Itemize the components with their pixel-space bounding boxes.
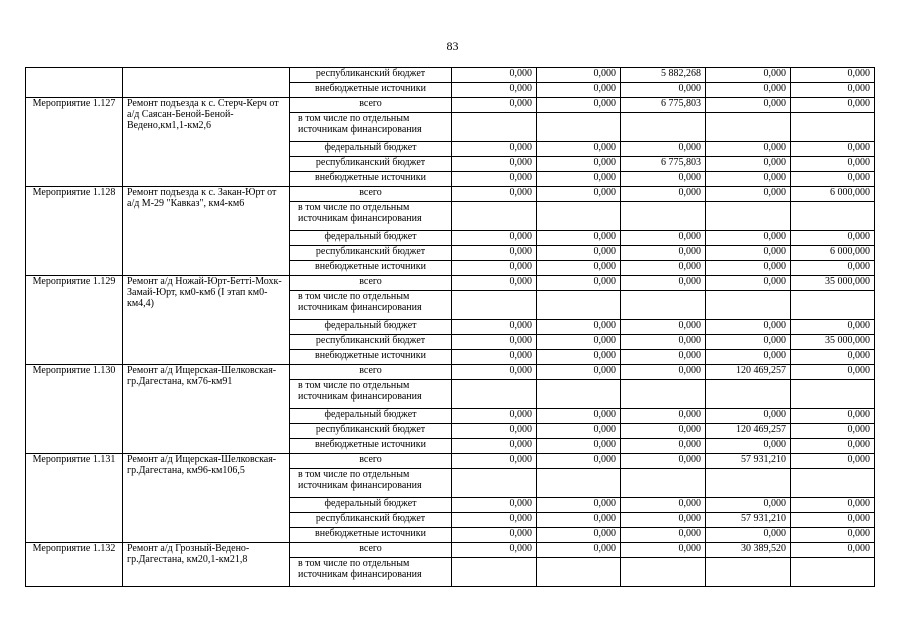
funding-source-cell: республиканский бюджет (290, 424, 452, 439)
amount-cell (706, 291, 791, 320)
measure-code-cell: Мероприятие 1.128 (26, 187, 123, 276)
funding-source-cell: в том числе по отдельным источникам финансирования (290, 380, 452, 409)
measure-code-cell: Мероприятие 1.131 (26, 454, 123, 543)
amount-cell: 0,000 (791, 231, 875, 246)
amount-cell: 0,000 (452, 157, 537, 172)
amount-cell: 0,000 (621, 424, 706, 439)
funding-source-cell: в том числе по отдельным источникам финансирования (290, 113, 452, 142)
amount-cell: 0,000 (621, 498, 706, 513)
amount-cell (537, 202, 621, 231)
amount-cell: 0,000 (706, 98, 791, 113)
amount-cell: 6 000,000 (791, 187, 875, 202)
funding-source-cell: в том числе по отдельным источникам финансирования (290, 469, 452, 498)
amount-cell: 0,000 (537, 513, 621, 528)
amount-cell: 0,000 (791, 513, 875, 528)
amount-cell: 0,000 (791, 424, 875, 439)
amount-cell: 0,000 (791, 261, 875, 276)
amount-cell: 0,000 (452, 409, 537, 424)
amount-cell: 0,000 (537, 231, 621, 246)
amount-cell: 0,000 (706, 142, 791, 157)
amount-cell: 0,000 (706, 157, 791, 172)
measure-code-cell: Мероприятие 1.127 (26, 98, 123, 187)
amount-cell (537, 558, 621, 587)
amount-cell: 0,000 (537, 409, 621, 424)
amount-cell: 0,000 (621, 513, 706, 528)
amount-cell: 0,000 (537, 187, 621, 202)
amount-cell: 0,000 (537, 543, 621, 558)
budget-table (25, 67, 875, 587)
amount-cell: 0,000 (621, 142, 706, 157)
amount-cell: 0,000 (452, 261, 537, 276)
measure-code-cell (26, 68, 123, 98)
measure-name-cell: Ремонт а/д Ножай-Юрт-Беттi-Мохк-Замай-Юрт, км0-км6 (I этап км0-км4,4) (123, 276, 290, 365)
amount-cell: 57 931,210 (706, 454, 791, 469)
amount-cell: 0,000 (706, 261, 791, 276)
funding-source-cell: федеральный бюджет (290, 498, 452, 513)
amount-cell (452, 291, 537, 320)
amount-cell: 0,000 (621, 350, 706, 365)
amount-cell: 0,000 (537, 83, 621, 98)
funding-source-cell: федеральный бюджет (290, 142, 452, 157)
amount-cell: 0,000 (791, 320, 875, 335)
amount-cell: 0,000 (791, 68, 875, 83)
amount-cell: 0,000 (621, 365, 706, 380)
amount-cell: 30 389,520 (706, 543, 791, 558)
amount-cell: 0,000 (706, 172, 791, 187)
amount-cell: 0,000 (452, 365, 537, 380)
amount-cell: 0,000 (621, 320, 706, 335)
amount-cell: 0,000 (537, 335, 621, 350)
amount-cell: 0,000 (537, 424, 621, 439)
amount-cell: 120 469,257 (706, 365, 791, 380)
amount-cell: 0,000 (791, 439, 875, 454)
amount-cell: 0,000 (791, 454, 875, 469)
amount-cell: 0,000 (706, 246, 791, 261)
amount-cell: 0,000 (452, 276, 537, 291)
amount-cell (621, 469, 706, 498)
measure-name-cell: Ремонт а/д Ищерская-Шелковская-гр.Дагестана, км96-км106,5 (123, 454, 290, 543)
amount-cell (537, 469, 621, 498)
amount-cell: 0,000 (621, 231, 706, 246)
funding-source-cell: республиканский бюджет (290, 157, 452, 172)
amount-cell: 0,000 (537, 498, 621, 513)
amount-cell: 0,000 (706, 498, 791, 513)
amount-cell: 0,000 (452, 98, 537, 113)
amount-cell: 0,000 (706, 528, 791, 543)
table-row (26, 187, 875, 202)
amount-cell: 0,000 (621, 83, 706, 98)
funding-source-cell: федеральный бюджет (290, 231, 452, 246)
amount-cell: 6 775,803 (621, 98, 706, 113)
amount-cell: 0,000 (621, 335, 706, 350)
amount-cell: 0,000 (452, 350, 537, 365)
amount-cell (791, 202, 875, 231)
amount-cell (621, 202, 706, 231)
amount-cell (706, 469, 791, 498)
amount-cell (791, 113, 875, 142)
amount-cell: 0,000 (791, 528, 875, 543)
funding-source-cell: внебюджетные источники (290, 172, 452, 187)
funding-source-cell: в том числе по отдельным источникам финансирования (290, 202, 452, 231)
amount-cell: 0,000 (452, 172, 537, 187)
amount-cell: 6 000,000 (791, 246, 875, 261)
funding-source-cell: республиканский бюджет (290, 68, 452, 83)
amount-cell: 0,000 (706, 439, 791, 454)
amount-cell (706, 113, 791, 142)
funding-source-cell: внебюджетные источники (290, 528, 452, 543)
amount-cell (452, 202, 537, 231)
funding-source-cell: республиканский бюджет (290, 246, 452, 261)
amount-cell (706, 558, 791, 587)
amount-cell: 0,000 (791, 543, 875, 558)
amount-cell: 0,000 (621, 261, 706, 276)
amount-cell: 0,000 (452, 142, 537, 157)
measure-code-cell: Мероприятие 1.132 (26, 543, 123, 587)
amount-cell: 0,000 (706, 409, 791, 424)
measure-name-cell: Ремонт а/д Ищерская-Шелковская-гр.Дагестана, км76-км91 (123, 365, 290, 454)
amount-cell: 0,000 (706, 320, 791, 335)
amount-cell (791, 380, 875, 409)
amount-cell: 0,000 (537, 439, 621, 454)
table-row (26, 68, 875, 83)
table-row (26, 276, 875, 291)
amount-cell (621, 558, 706, 587)
amount-cell: 0,000 (537, 142, 621, 157)
amount-cell: 0,000 (537, 68, 621, 83)
measure-name-cell: Ремонт подъезда к с. Стерч-Керч от а/д Саясан-Беной-Беной-Ведено,км1,1-км2,6 (123, 98, 290, 187)
funding-source-cell: всего (290, 454, 452, 469)
funding-source-cell: в том числе по отдельным источникам финансирования (290, 291, 452, 320)
amount-cell: 0,000 (706, 83, 791, 98)
amount-cell: 0,000 (791, 365, 875, 380)
amount-cell: 57 931,210 (706, 513, 791, 528)
amount-cell: 0,000 (791, 350, 875, 365)
amount-cell: 0,000 (452, 83, 537, 98)
amount-cell: 0,000 (537, 172, 621, 187)
amount-cell (706, 202, 791, 231)
amount-cell (621, 291, 706, 320)
funding-source-cell: всего (290, 98, 452, 113)
amount-cell: 0,000 (452, 439, 537, 454)
funding-source-cell: внебюджетные источники (290, 439, 452, 454)
amount-cell: 0,000 (621, 454, 706, 469)
amount-cell: 0,000 (452, 424, 537, 439)
amount-cell: 0,000 (537, 365, 621, 380)
amount-cell: 0,000 (452, 68, 537, 83)
funding-source-cell: в том числе по отдельным источникам финансирования (290, 558, 452, 587)
amount-cell: 0,000 (791, 498, 875, 513)
amount-cell: 0,000 (791, 98, 875, 113)
page-number: 83 (446, 39, 459, 53)
amount-cell: 0,000 (706, 276, 791, 291)
amount-cell: 0,000 (452, 513, 537, 528)
table-row (26, 454, 875, 469)
amount-cell (537, 291, 621, 320)
amount-cell: 0,000 (452, 543, 537, 558)
amount-cell (452, 380, 537, 409)
funding-source-cell: внебюджетные источники (290, 350, 452, 365)
funding-source-cell: всего (290, 276, 452, 291)
amount-cell (452, 469, 537, 498)
measure-name-cell: Ремонт подъезда к с. Закан-Юрт от а/д М-29 "Кавказ", км4-км6 (123, 187, 290, 276)
amount-cell: 0,000 (452, 335, 537, 350)
funding-source-cell: всего (290, 365, 452, 380)
funding-source-cell: внебюджетные источники (290, 261, 452, 276)
amount-cell: 0,000 (537, 98, 621, 113)
amount-cell: 0,000 (452, 246, 537, 261)
funding-source-cell: всего (290, 543, 452, 558)
amount-cell (791, 469, 875, 498)
amount-cell: 0,000 (791, 142, 875, 157)
amount-cell: 0,000 (791, 172, 875, 187)
amount-cell (791, 558, 875, 587)
amount-cell: 0,000 (706, 350, 791, 365)
funding-source-cell: республиканский бюджет (290, 513, 452, 528)
amount-cell: 0,000 (621, 409, 706, 424)
amount-cell: 0,000 (537, 276, 621, 291)
amount-cell: 0,000 (537, 246, 621, 261)
amount-cell: 0,000 (791, 409, 875, 424)
amount-cell: 5 882,268 (621, 68, 706, 83)
amount-cell (791, 291, 875, 320)
measure-code-cell: Мероприятие 1.129 (26, 276, 123, 365)
amount-cell: 0,000 (537, 320, 621, 335)
funding-source-cell: федеральный бюджет (290, 409, 452, 424)
amount-cell: 0,000 (791, 157, 875, 172)
amount-cell: 0,000 (706, 68, 791, 83)
amount-cell: 0,000 (537, 350, 621, 365)
amount-cell: 0,000 (706, 231, 791, 246)
amount-cell: 0,000 (706, 187, 791, 202)
amount-cell: 0,000 (791, 83, 875, 98)
amount-cell: 0,000 (621, 543, 706, 558)
amount-cell: 0,000 (621, 276, 706, 291)
amount-cell: 35 000,000 (791, 335, 875, 350)
amount-cell (621, 380, 706, 409)
amount-cell: 120 469,257 (706, 424, 791, 439)
table-row (26, 543, 875, 558)
amount-cell (537, 113, 621, 142)
amount-cell (621, 113, 706, 142)
amount-cell: 0,000 (452, 528, 537, 543)
amount-cell: 0,000 (537, 261, 621, 276)
amount-cell: 0,000 (621, 172, 706, 187)
amount-cell: 0,000 (621, 439, 706, 454)
amount-cell: 0,000 (621, 246, 706, 261)
funding-source-cell: внебюджетные источники (290, 83, 452, 98)
amount-cell: 0,000 (452, 187, 537, 202)
funding-source-cell: республиканский бюджет (290, 335, 452, 350)
measure-code-cell: Мероприятие 1.130 (26, 365, 123, 454)
amount-cell: 0,000 (537, 157, 621, 172)
funding-source-cell: федеральный бюджет (290, 320, 452, 335)
amount-cell: 0,000 (621, 528, 706, 543)
funding-source-cell: всего (290, 187, 452, 202)
amount-cell: 0,000 (537, 528, 621, 543)
amount-cell: 0,000 (452, 454, 537, 469)
amount-cell: 0,000 (537, 454, 621, 469)
amount-cell: 35 000,000 (791, 276, 875, 291)
amount-cell (452, 113, 537, 142)
amount-cell (537, 380, 621, 409)
table-row (26, 365, 875, 380)
measure-name-cell (123, 68, 290, 98)
measure-name-cell: Ремонт а/д Грозный-Ведено-гр.Дагестана, км20,1-км21,8 (123, 543, 290, 587)
amount-cell: 0,000 (452, 231, 537, 246)
amount-cell: 0,000 (452, 498, 537, 513)
amount-cell (706, 380, 791, 409)
amount-cell: 6 775,803 (621, 157, 706, 172)
amount-cell: 0,000 (706, 335, 791, 350)
table-row (26, 98, 875, 113)
amount-cell: 0,000 (621, 187, 706, 202)
amount-cell (452, 558, 537, 587)
amount-cell: 0,000 (452, 320, 537, 335)
